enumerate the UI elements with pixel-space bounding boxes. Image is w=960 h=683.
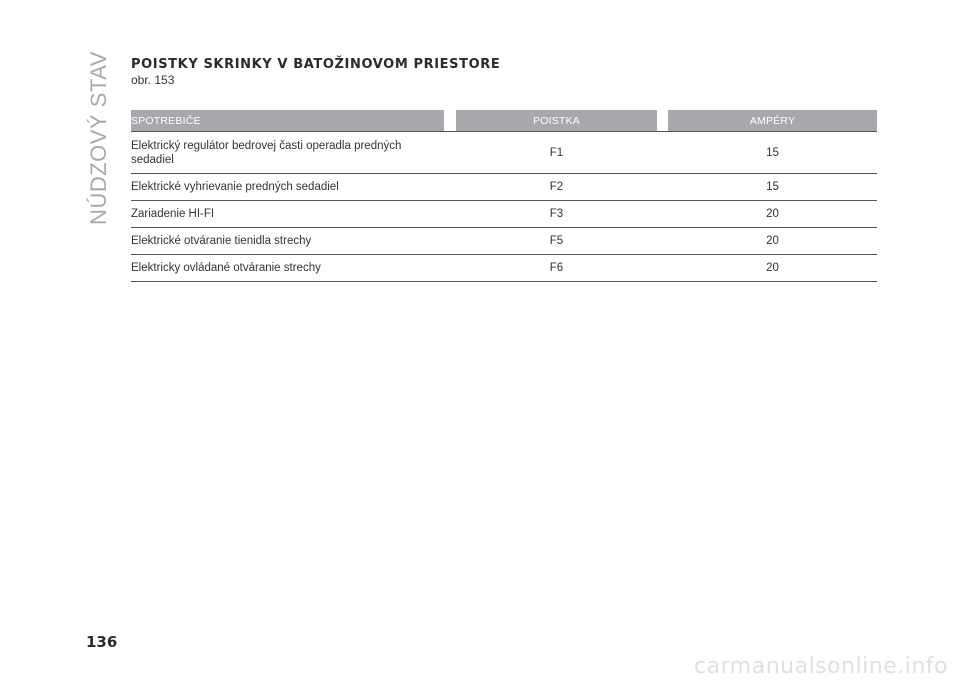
header-gap xyxy=(444,110,456,131)
cell-gap xyxy=(657,174,668,201)
cell-amps: 20 xyxy=(668,228,877,255)
cell-fuse: F6 xyxy=(456,255,657,282)
section-title: POISTKY SKRINKY V BATOŽINOVOM PRIESTORE xyxy=(131,57,501,72)
table-row xyxy=(131,255,877,282)
cell-consumer: Zariadenie HI-FI xyxy=(131,201,444,228)
figure-reference: obr. 153 xyxy=(131,73,175,87)
cell-amps: 20 xyxy=(668,201,877,228)
cell-consumer: Elektrické otváranie tienidla strechy xyxy=(131,228,444,255)
header-consumer: SPOTREBIČE xyxy=(131,110,444,131)
cell-fuse: F3 xyxy=(456,201,657,228)
table-row xyxy=(131,174,877,201)
section-side-tab xyxy=(86,51,112,225)
cell-gap xyxy=(444,132,456,174)
cell-fuse: F5 xyxy=(456,228,657,255)
cell-amps: 15 xyxy=(668,174,877,201)
section-side-tab-label: NÚDZOVÝ STAV xyxy=(86,51,111,225)
cell-gap xyxy=(657,201,668,228)
cell-gap xyxy=(444,174,456,201)
cell-amps: 15 xyxy=(668,132,877,174)
fuse-table xyxy=(131,110,877,282)
table-header-row xyxy=(131,110,877,131)
cell-fuse: F2 xyxy=(456,174,657,201)
table-row xyxy=(131,132,877,174)
header-amps: AMPÉRY xyxy=(668,110,877,131)
cell-gap xyxy=(444,228,456,255)
cell-consumer: Elektrický regulátor bedrovej časti operadla predných sedadiel xyxy=(131,132,444,174)
page-number: 136 xyxy=(86,633,118,651)
table-row xyxy=(131,201,877,228)
cell-fuse: F1 xyxy=(456,132,657,174)
cell-consumer: Elektricky ovládané otváranie strechy xyxy=(131,255,444,282)
cell-gap xyxy=(657,228,668,255)
cell-consumer: Elektrické vyhrievanie predných sedadiel xyxy=(131,174,444,201)
table-row xyxy=(131,228,877,255)
cell-gap xyxy=(657,255,668,282)
header-gap xyxy=(657,110,668,131)
cell-gap xyxy=(444,255,456,282)
header-fuse: POISTKA xyxy=(456,110,657,131)
cell-gap xyxy=(657,132,668,174)
cell-amps: 20 xyxy=(668,255,877,282)
watermark: carmanualsonline.info xyxy=(694,654,948,679)
cell-gap xyxy=(444,201,456,228)
